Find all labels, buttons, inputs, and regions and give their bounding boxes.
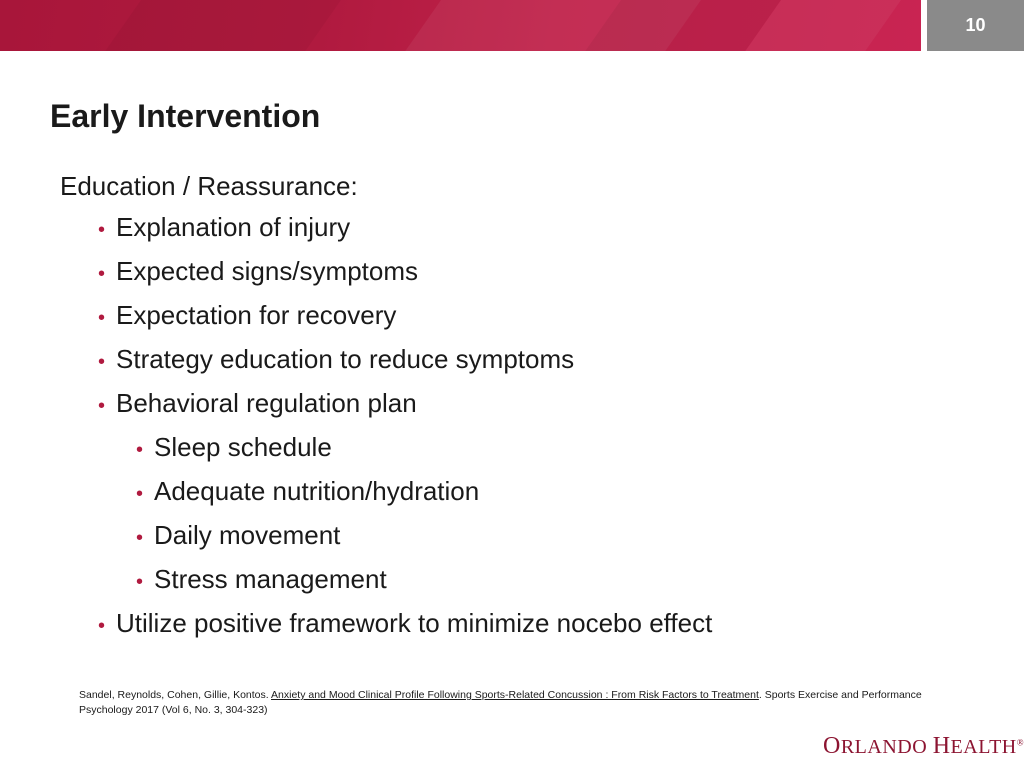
bullet-icon: • — [136, 439, 144, 461]
slide-title: Early Intervention — [50, 98, 321, 134]
logo-letters: RLANDO — [840, 736, 928, 758]
bullet-item — [60, 297, 960, 336]
bullet-text: Behavioral regulation plan — [116, 388, 417, 418]
orlando-health-logo — [823, 733, 1024, 760]
citation-article-link[interactable]: Anxiety and Mood Clinical Profile Following Sports-Related Concussion : From Risk Factors to Treatment — [271, 689, 759, 701]
bullet-text: Adequate nutrition/hydration — [154, 476, 480, 506]
bullet-icon: • — [98, 351, 106, 373]
banner-stripe — [85, 0, 355, 51]
bullet-item — [60, 209, 960, 248]
sub-bullet-item — [60, 429, 960, 468]
bullet-text: Sleep schedule — [154, 432, 332, 462]
bullet-item — [60, 253, 960, 292]
bullet-item — [60, 385, 960, 424]
top-banner — [0, 0, 921, 51]
slide-content — [60, 168, 960, 649]
registered-mark: ® — [1016, 737, 1024, 748]
bullet-icon: • — [98, 219, 106, 241]
bullet-text: Expected signs/symptoms — [116, 256, 419, 286]
bullet-item — [60, 605, 960, 644]
sub-bullet-item — [60, 473, 960, 512]
bullet-icon: • — [136, 483, 144, 505]
bullet-icon: • — [136, 571, 144, 593]
citation-authors: Sandel, Reynolds, Cohen, Gillie, Kontos. — [79, 689, 272, 701]
slide-number: 10 — [927, 0, 1024, 51]
logo-letter: H — [932, 733, 951, 759]
bullet-icon: • — [98, 615, 106, 637]
bullet-text: Utilize positive framework to minimize nocebo effect — [116, 608, 713, 638]
sub-bullet-item — [60, 517, 960, 556]
bullet-icon: • — [98, 395, 106, 417]
citation — [79, 688, 939, 718]
bullet-text: Stress management — [154, 564, 387, 594]
logo-letters: EALTH — [950, 736, 1017, 758]
logo-letter: O — [823, 733, 841, 759]
bullet-text: Explanation of injury — [116, 212, 351, 242]
bullet-icon: • — [136, 527, 144, 549]
sub-bullet-item — [60, 561, 960, 600]
bullet-text: Strategy education to reduce symptoms — [116, 344, 575, 374]
bullet-icon: • — [98, 307, 106, 329]
bullet-list — [60, 209, 960, 644]
bullet-icon: • — [98, 263, 106, 285]
bullet-item — [60, 341, 960, 380]
citation-source: . Sports Exercise and Performance Psychology 2017 (Vol 6, No. 3, 304-323) — [79, 689, 922, 716]
content-heading: Education / Reassurance: — [60, 171, 358, 201]
bullet-text: Expectation for recovery — [116, 300, 397, 330]
bullet-text: Daily movement — [154, 520, 341, 550]
